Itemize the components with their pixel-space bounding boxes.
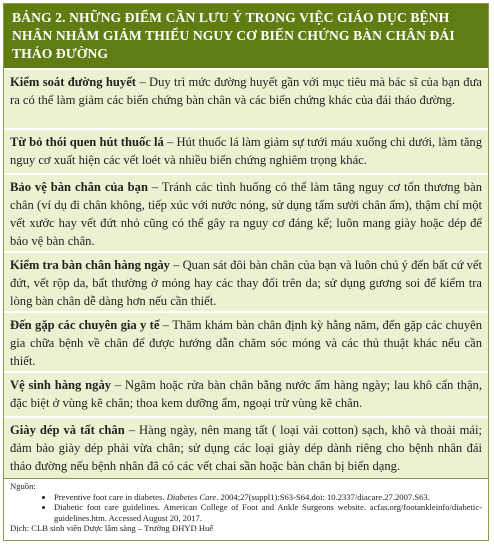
section-footwear-socks (4, 416, 488, 478)
section-heading: Giày dép và tất chân (10, 423, 125, 437)
section-text: – Hút thuốc lá làm giảm sự tưới máu xuống chi dưới, làm tăng nguy cơ xuất hiện các vết loét và nhiều biến chứng nghiêm trọng khác. (10, 135, 483, 167)
section-heading: Vệ sinh hàng ngày (10, 378, 112, 392)
section-text: – Ngâm hoặc rửa bàn chân bằng nước ấm hàng ngày; lau khô cẩn thận, đặc biệt ở vùng kẽ chân; thoa kem dưỡng ẩm, ngoại trừ vùng kẽ chân. (10, 378, 482, 410)
section-text: – Thăm khám bàn chân định kỳ hằng năm, đến gặp các chuyên gia chữa bệnh về chân để được hướng dẫn chăm sóc móng và các thủ thuật khác nếu cần thiết. (10, 318, 482, 368)
translator-credit: Dịch: CLB sinh viên Dược lâm sàng – Trường ĐHYD Huế (10, 523, 214, 533)
section-heading: Kiểm tra bàn chân hàng ngày (10, 258, 170, 272)
source-item (54, 502, 482, 523)
sources-block (4, 478, 488, 534)
source-journal: Diabetes Care (166, 491, 217, 502)
section-text: – Duy trì mức đường huyết gần với mục tiêu mà bác sĩ của bạn đưa ra có thể làm giảm các biến chứng bàn chân và các biến chứng khác của đái tháo đường. (10, 75, 483, 107)
section-heading: Bảo vệ bàn chân của bạn (10, 180, 148, 194)
sources-list (10, 492, 482, 524)
section-heading: Đến gặp các chuyên gia y tế (10, 318, 160, 332)
section-text: – Quan sát đôi bàn chân của bạn và luôn chú ý đến bất cứ vết đứt, vết rộp da, bất thường ở móng hay các thay đổi trên da; sử dụng gương soi để kiểm tra lòng bàn chân dễ dàng hơn nếu cần thiết. (10, 258, 482, 308)
section-see-specialists (4, 311, 488, 371)
table-title: BẢNG 2. NHỮNG ĐIỂM CẦN LƯU Ý TRONG VIỆC GIÁO DỤC BỆNH NHÂN NHẰM GIẢM THIỂU NGUY CƠ BIẾN CHỨNG BÀN CHÂN ĐÁI THÁO ĐƯỜNG (4, 4, 488, 68)
section-quit-smoking (4, 128, 488, 173)
section-blood-sugar-control (4, 68, 488, 128)
source-text: . 2004;27(suppl1):S63-S64.doi: 10.2337/diacare.27.2007.S63. (216, 491, 430, 502)
section-daily-hygiene (4, 371, 488, 416)
sources-label: Nguồn: (10, 481, 36, 491)
source-item (54, 492, 482, 503)
section-daily-foot-check (4, 251, 488, 311)
section-heading: Từ bỏ thói quen hút thuốc lá (10, 135, 164, 149)
guidelines-table (3, 3, 489, 541)
section-protect-feet (4, 173, 488, 251)
section-heading: Kiểm soát đường huyết (10, 75, 137, 89)
section-text: – Tránh các tình huống có thể làm tăng nguy cơ tổn thương bàn chân (ví dụ đi chân không, tiếp xúc với nước nóng, sử dụng tấm sưởi chân ấm), thậm chí một vết xước hay vết đứt nhỏ cũng có thể gây ra nguy cơ đáng kể; luôn mang giày hoặc dép để bảo vệ bàn chân. (10, 180, 482, 248)
source-text: Preventive foot care in diabetes. (54, 491, 167, 502)
section-text: – Hàng ngày, nên mang tất ( loại vải cotton) sạch, khô và thoải mái; đảm bảo giày dép phải vừa chân; sử dụng các loại giày dép dành riêng cho bệnh nhân đái tháo đường nếu bệnh nhân đã có các vết chai sần hoặc bàn chân bị biến dạng. (10, 423, 482, 473)
source-text: Diabetic foot care guidelines. American College of Foot and Ankle Surgeons website. acfas.org/footankleinfo/diabetic-guidelines.htm. Accessed August 20, 2017. (54, 502, 482, 523)
